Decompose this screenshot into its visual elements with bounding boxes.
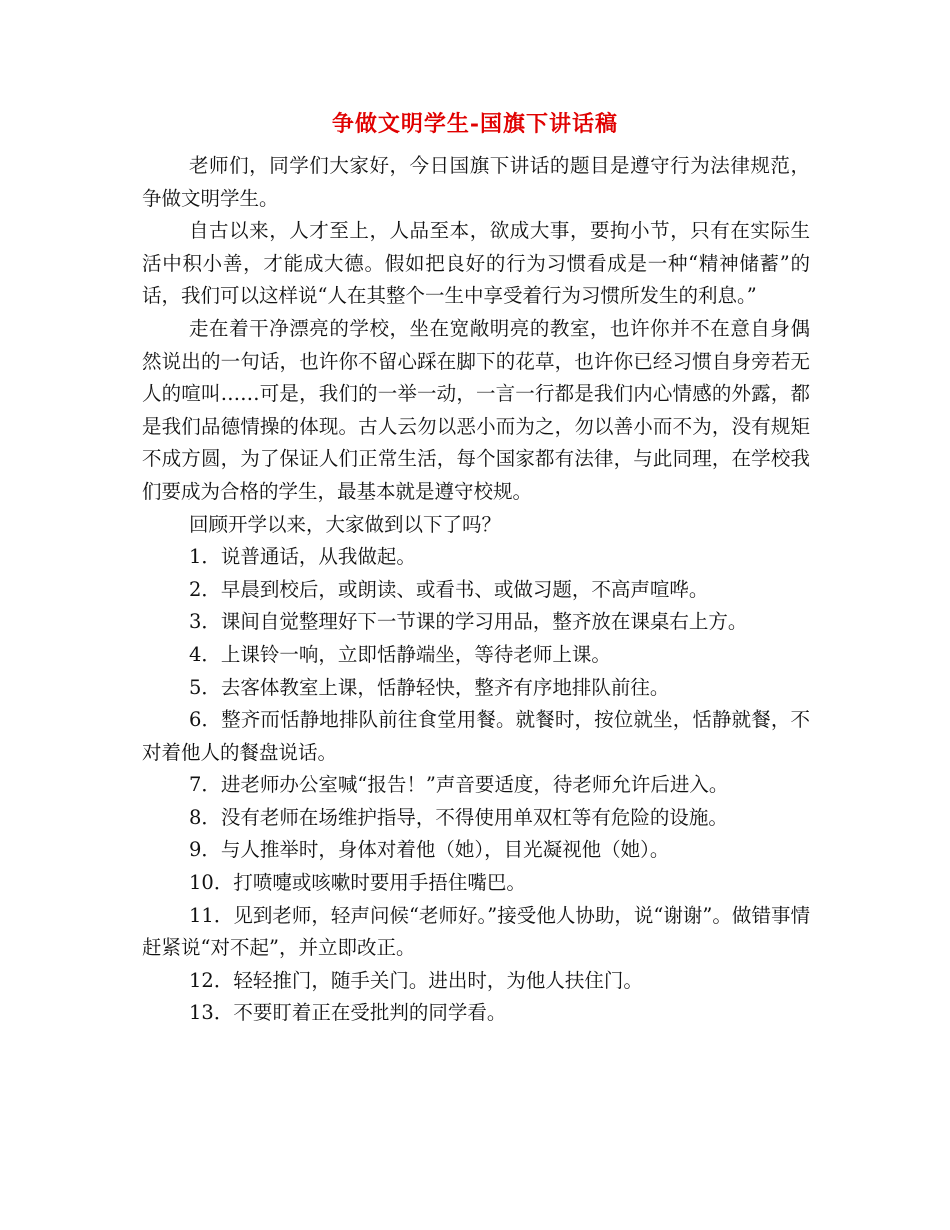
paragraph: 走在着干净漂亮的学校，坐在宽敞明亮的教室，也许你并不在意自身偶然说出的一句话，也许你不留心踩在脚下的花草，也许你已经习惯自身旁若无人的喧叫……可是，我们的一举一动，一言一行都是我们内心情感的外露，都是我们品德情操的体现。古人云勿以恶小而为之，勿以善小而不为，没有规矩不成方圆，为了保证人们正常生活，每个国家都有法律，与此同理，在学校我们要成为合格的学生，最基本就是遵守校规。	[142, 316, 810, 503]
list-item: 12．轻轻推门，随手关门。进出时，为他人扶住门。	[189, 968, 643, 992]
list-item: 10．打喷嚏或咳嗽时要用手捂住嘴巴。	[189, 871, 526, 895]
list-item: 1．说普通话，从我做起。	[189, 545, 416, 569]
list-item: 2．早晨到校后，或朗读、或看书、或做习题，不高声喧哗。	[189, 577, 709, 601]
list-item: 3．课间自觉整理好下一节课的学习用品，整齐放在课桌右上方。	[189, 610, 748, 634]
list-item: 4．上课铃一响，立即恬静端坐，等待老师上课。	[189, 642, 611, 666]
list-item: 13．不要盯着正在受批判的同学看。	[189, 1001, 507, 1025]
list-item: 5．去客体教室上课，恬静轻快，整齐有序地排队前往。	[189, 675, 670, 699]
document-body	[142, 150, 810, 1030]
paragraph: 自古以来，人才至上，人品至本，欲成大事，要拘小节，只有在实际生活中积小善，才能成大德。假如把良好的行为习惯看成是一种“精神储蓄”的话，我们可以这样说“人在其整个一生中享受着行为习惯所发生的利息。”	[142, 219, 810, 308]
list-item: 11．见到老师，轻声问候“老师好。”接受他人协助，说“谢谢”。做错事情赶紧说“对不起”，并立即改正。	[142, 903, 810, 960]
paragraph: 老师们，同学们大家好，今日国旗下讲话的题目是遵守行为法律规范，争做文明学生。	[142, 154, 810, 210]
paragraph: 回顾开学以来，大家做到以下了吗？	[189, 512, 502, 536]
document-title: 争做文明学生-国旗下讲话稿	[331, 111, 619, 137]
list-item: 9．与人推举时，身体对着他（她），目光凝视他（她）。	[189, 838, 670, 862]
list-item: 6．整齐而恬静地排队前往食堂用餐。就餐时，按位就坐，恬静就餐，不对着他人的餐盘说话。	[142, 708, 810, 764]
list-item: 7．进老师办公室喊“报告！”声音要适度，待老师允许后进入。	[189, 773, 729, 797]
list-item: 8．没有老师在场维护指导，不得使用单双杠等有危险的设施。	[189, 805, 728, 829]
